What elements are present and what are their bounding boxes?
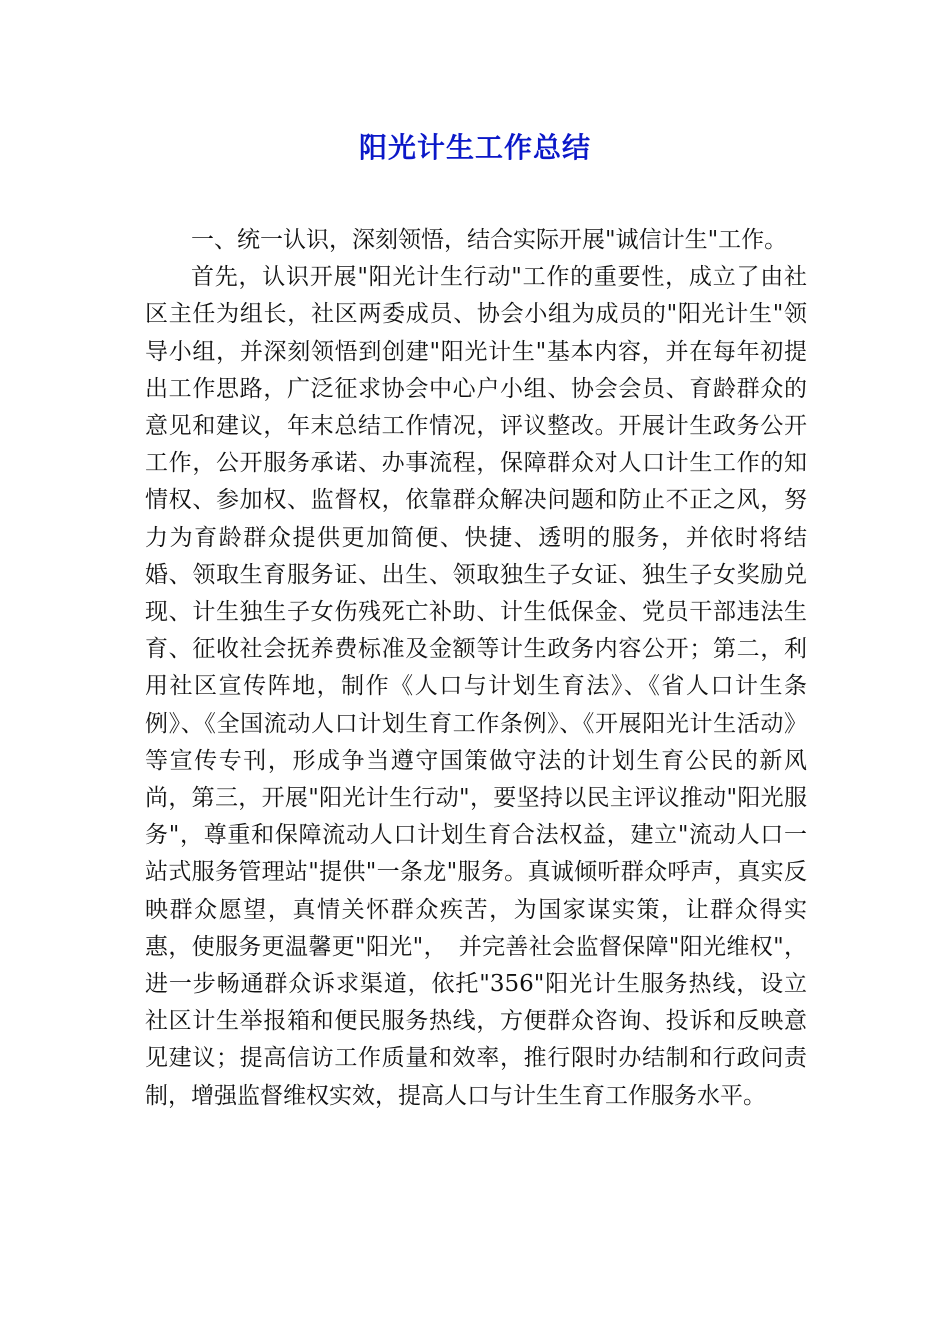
document-title: 阳光计生工作总结 — [358, 131, 591, 164]
paragraph-section-heading: 一、统一认识，深刻领悟，结合实际开展"诚信计生"工作。 — [191, 227, 788, 253]
paragraph-body: 首先，认识开展"阳光计生行动"工作的重要性，成立了由社区主任为组长，社区两委成员、协会小组为成员的"阳光计生"领导小组，并深刻领悟到创建"阳光计生"基本内容，并在每年初提出工作思路，广泛征求协会中心户小组、协会会员、育龄群众的意见和建议，年末总结工作情况，评议整改。开展计生政务公开工作，公开服务承诺、办事流程，保障群众对人口计生工作的知情权、参加权、监督权，依靠群众解决问题和防止不正之风，努力为育龄群众提供更加简便、快捷、透明的服务，并依时将结婚、领取生育服务证、出生、领取独生子女证、独生子女奖励兑现、计生独生子女伤残死亡补助、计生低保金、党员干部违法生育、征收社会抚养费标准及金额等计生政务内容公开；第二，利用社区宣传阵地，制作《人口与计划生育法》、《省人口计生条例》、《全国流动人口计划生育工作条例》、《开展阳光计生活动》等宣传专刊，形成争当遵守国策做守法的计划生育公民的新风尚，第三，开展"阳光计生行动"，要坚持以民主评议推动"阳光服务"，尊重和保障流动人口计划生育合法权益，建立"流动人口一站式服务管理站"提供"一条龙"服务。真诚倾听群众呼声，真实反映群众愿望，真情关怀群众疾苦，为国家谋实策，让群众得实惠，使服务更温馨更"阳光"， 并完善社会监督保障"阳光维权"，进一步畅通群众诉求渠道，依托"356"阳光计生服务热线，设立社区计生举报箱和便民服务热线，方便群众咨询、投诉和反映意见建议；提高信访工作质量和效率，推行限时办结制和行政问责制，增强监督维权实效，提高人口与计生生育工作服务水平。 — [145, 264, 807, 1109]
document-body — [145, 222, 807, 1115]
